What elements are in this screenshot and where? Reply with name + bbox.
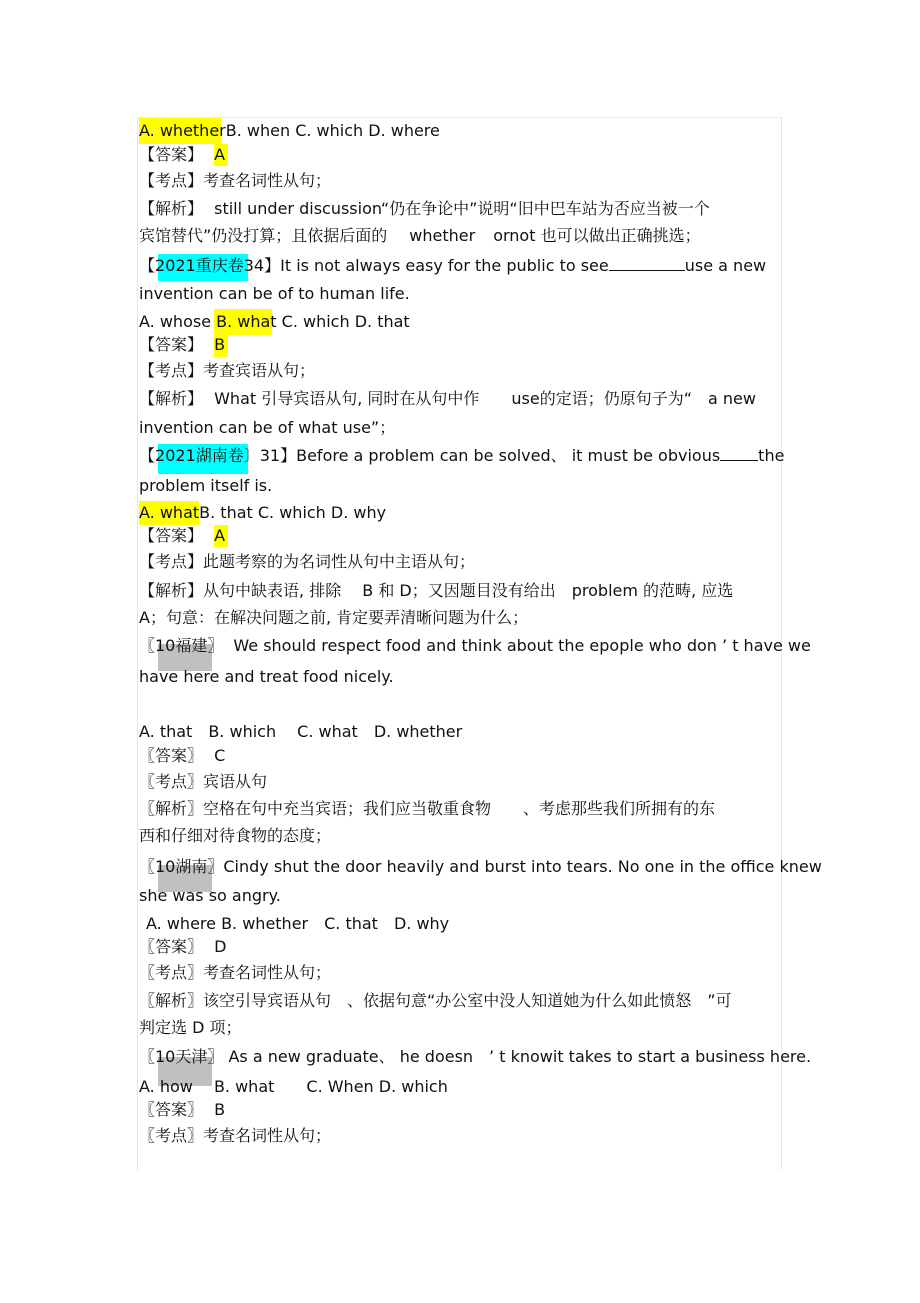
- question-line: invention can be of to human life.: [139, 284, 410, 303]
- question-line: 〖10湖南〗Cindy shut the door heavily and burst into tears. No one in the office knew: [139, 857, 822, 876]
- blank-line: [609, 255, 685, 271]
- answer-line: 〖答案〗 C: [139, 746, 226, 765]
- answer-line: 【答案】 A: [139, 145, 226, 164]
- question-line: 〖10福建〗 We should respect food and think about the epople who don ’ t have we: [139, 636, 811, 655]
- analysis-line: 【解析】从句中缺表语, 排除 B 和 D；又因题目没有给出 problem 的范畴, 应选: [139, 581, 734, 600]
- blank-line: [720, 445, 758, 461]
- point-line: 〖考点〗考查名词性从句；: [139, 1126, 332, 1145]
- options-line: A. whetherB. when C. which D. where: [139, 121, 440, 140]
- point-line: 〖考点〗宾语从句: [139, 772, 268, 791]
- analysis-line: 〖解析〗空格在句中充当宾语；我们应当敬重食物 、考虑那些我们所拥有的东: [139, 799, 716, 818]
- analysis-line: 【解析】 still under discussion“仍在争论中”说明“旧中巴车站为否应当被一个: [139, 199, 710, 218]
- question-line: 【2021湖南卷〕31】Before a problem can be solved、 it must be obvious the: [139, 446, 785, 465]
- analysis-line: 【解析】 What 引导宾语从句, 同时在从句中作 use的定语；仍原句子为“ a new: [139, 389, 756, 408]
- question-line: 〖10天津〗 As a new graduate、 he doesn ’ t knowit takes to start a business here.: [139, 1047, 812, 1066]
- options-line: A. that B. which C. what D. whether: [139, 722, 463, 741]
- answer-line: 【答案】 B: [139, 335, 226, 354]
- answer-line: 〖答案〗 B: [139, 1100, 226, 1119]
- page-frame-left: [137, 117, 138, 1170]
- analysis-line: 宾馆替代”仍没打算；且依据后面的 whether ornot 也可以做出正确挑选；: [139, 226, 701, 245]
- point-line: 【考点】考查名词性从句；: [139, 171, 332, 190]
- options-line: A. whose B. what C. which D. that: [139, 312, 410, 331]
- analysis-line: A；句意：在解决问题之前, 肯定要弄清晰问题为什么；: [139, 608, 529, 627]
- question-line: have here and treat food nicely.: [139, 667, 394, 686]
- analysis-line: 判定选 D 项；: [139, 1018, 242, 1037]
- options-line: A. how B. what C. When D. which: [139, 1077, 448, 1096]
- question-line: problem itself is.: [139, 476, 273, 495]
- point-line: 〖考点〗考查名词性从句；: [139, 963, 332, 982]
- question-line: 【2021重庆卷34】It is not always easy for the public to see use a new: [139, 256, 767, 275]
- page-frame-top: [137, 117, 782, 118]
- answer-line: 【答案】 A: [139, 526, 226, 545]
- question-line: she was so angry.: [139, 886, 281, 905]
- point-line: 【考点】此题考察的为名词性从句中主语从句；: [139, 552, 476, 571]
- answer-line: 〖答案〗 D: [139, 937, 227, 956]
- analysis-line: 〖解析〗该空引导宾语从句 、依据句意“办公室中没人知道她为什么如此愤怒 ”可: [139, 991, 732, 1010]
- point-line: 【考点】考查宾语从句；: [139, 361, 316, 380]
- analysis-line: 西和仔细对待食物的态度；: [139, 826, 332, 845]
- analysis-line: invention can be of what use”；: [139, 418, 396, 437]
- options-line: A. where B. whether C. that D. why: [146, 914, 450, 933]
- options-line: A. whatB. that C. which D. why: [139, 503, 387, 522]
